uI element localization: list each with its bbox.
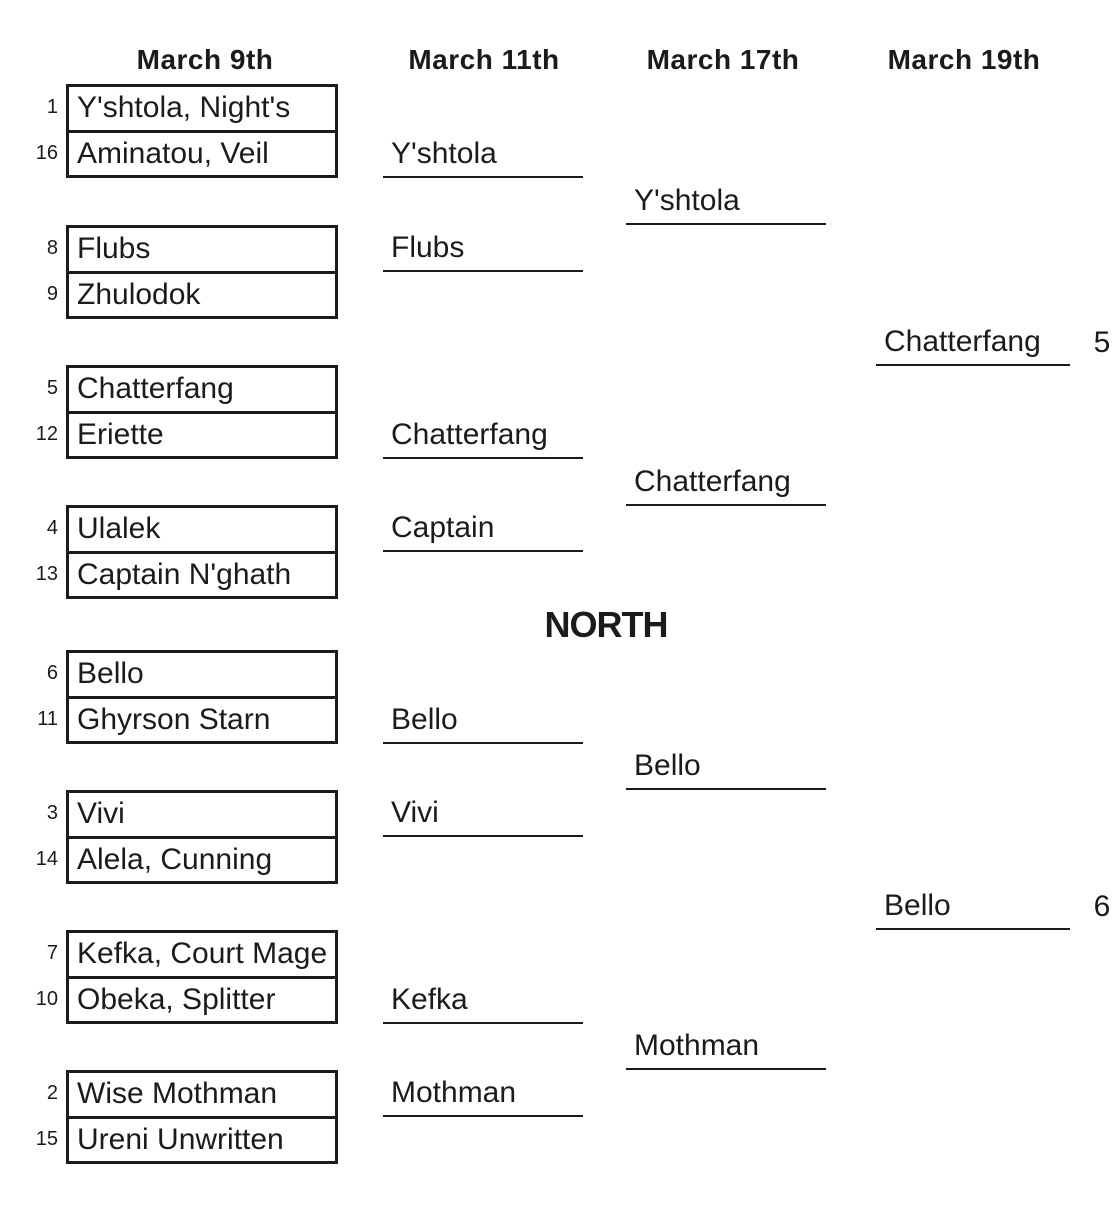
seed-number: 2 [46, 1082, 58, 1104]
player-name: Alela, Cunning [69, 836, 335, 882]
round1-match-7 [66, 930, 338, 1024]
round2-winner: Y'shtola [383, 134, 583, 178]
column-header-march-19: March 19th [887, 44, 1041, 75]
seed-number: 7 [46, 942, 58, 964]
player-name: Zhulodok [69, 271, 335, 317]
player-name: Y'shtola, Night's [77, 91, 291, 125]
seed-number: 9 [46, 283, 58, 305]
seed-number: 16 [35, 142, 58, 164]
column-header-march-17: March 17th [646, 44, 800, 75]
round2-winner: Vivi [383, 793, 583, 837]
round1-match-6 [66, 790, 338, 884]
round3-winner: Bello [626, 746, 826, 790]
player-name: Eriette [69, 411, 335, 457]
column-header-march-11: March 11th [408, 44, 560, 75]
seed-number: 4 [46, 517, 58, 539]
player-name: Ghyrson Starn [69, 696, 335, 742]
round2-winner: Bello [383, 700, 583, 744]
round4-winner: Bello [876, 886, 1070, 930]
player-name: Chatterfang [77, 372, 234, 406]
round1-match-8 [66, 1070, 338, 1164]
player-name: Kefka, Court Mage [77, 937, 328, 971]
player-name: Flubs [77, 232, 151, 266]
seed-number: 10 [35, 988, 58, 1010]
round1-match-1 [66, 84, 338, 178]
seed-number: 13 [35, 563, 58, 585]
seed-number: 14 [35, 848, 58, 870]
round3-winner: Chatterfang [626, 462, 826, 506]
seed-number: 11 [37, 708, 58, 730]
round3-winner: Y'shtola [626, 181, 826, 225]
round2-winner: Captain [383, 508, 583, 552]
seed-number: 12 [35, 423, 58, 445]
player-name: Wise Mothman [77, 1077, 278, 1111]
round2-winner: Chatterfang [383, 415, 583, 459]
region-label: NORTH [544, 604, 668, 645]
round4-winner-number: 5 [1093, 326, 1111, 359]
round4-winner-number: 6 [1093, 890, 1111, 923]
round1-match-5 [66, 650, 338, 744]
seed-number: 5 [46, 377, 58, 399]
round1-match-3 [66, 365, 338, 459]
column-header-march-9: March 9th [136, 44, 274, 75]
player-name: Vivi [77, 797, 125, 831]
player-name: Aminatou, Veil [69, 130, 335, 176]
seed-number: 8 [46, 237, 58, 259]
round2-winner: Kefka [383, 980, 583, 1024]
round1-match-4 [66, 505, 338, 599]
player-name: Captain N'ghath [69, 551, 335, 597]
player-name: Ureni Unwritten [69, 1116, 335, 1162]
seed-number: 6 [46, 662, 58, 684]
seed-number: 1 [46, 96, 58, 118]
seed-number: 15 [35, 1128, 58, 1150]
player-name: Ulalek [77, 512, 161, 546]
player-name: Obeka, Splitter [69, 976, 335, 1022]
round1-match-2 [66, 225, 338, 319]
round3-winner: Mothman [626, 1026, 826, 1070]
seed-number: 3 [46, 802, 58, 824]
player-name: Bello [77, 657, 144, 691]
round2-winner: Mothman [383, 1073, 583, 1117]
round2-winner: Flubs [383, 228, 583, 272]
round4-winner: Chatterfang [876, 322, 1070, 366]
